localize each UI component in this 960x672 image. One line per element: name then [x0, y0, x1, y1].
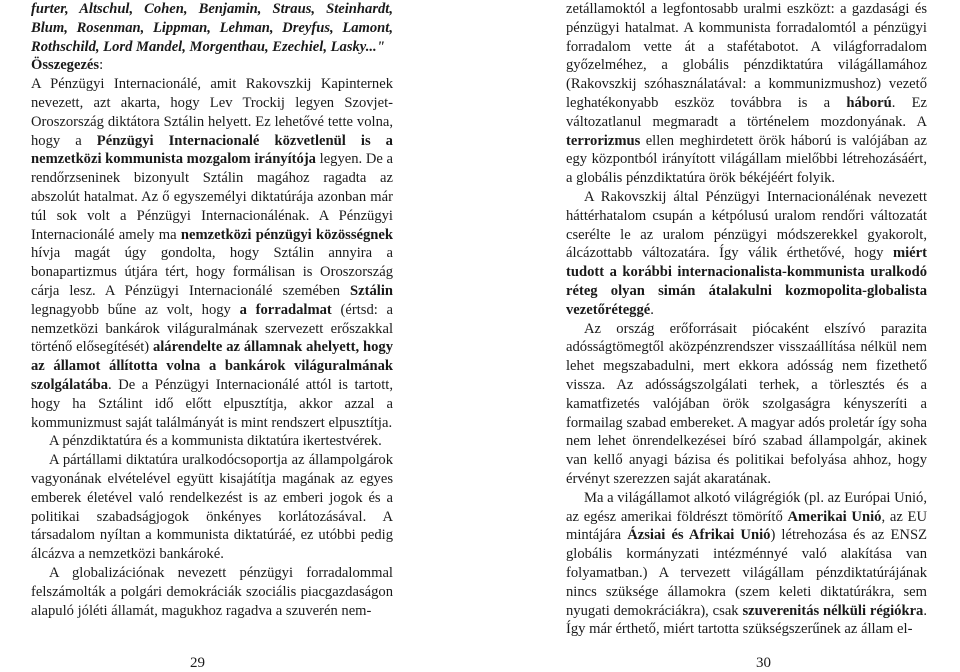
left-paragraph-3: A pártállami diktatúra uralkodócsoportja az állampolgárok vagyonának elvételével együtt kisajátítja magának az egyes emberek életével való rendelkezést is az emberi jogok és a politikai szabadságjogok önkényes korlátozásával. A társadalom nyíltan a kommunista diktatúráé, ez utóbbi pedig álcázva a nemzetközi bankároké.	[31, 452, 393, 563]
left-paragraph-1: A Pénzügyi Internacionálé, amit Rakovszkij Kapinternek nevezett, azt akarta, hogy Lev Trockij legyen Szovjet-Oroszország diktátora Sztálin helyett. Ez lehetővé tette volna, hogy a Pénzügyi Internacionalé közvetlenül is a nemzetközi kommunista mozgalom irányítója legyen. De a rendőrzseninek bizonyult Sztálin magához ragadta az abszolút hatalmat. Az ő egyszemélyi diktatúrája azonban már túl sok volt a Pénzügyi Internacionálénak. A Pénzügyi Internacionálé amely ma nemzetközi pénzügyi közösségnek hívja magát úgy gondolta, hogy Sztálin annyira a bonapartizmus útjára tért, hogy formálisan is Oroszország cárja lesz. A Pénzügyi Internacionálé szemében Sztálin legnagyobb bűne az volt, hogy a forradalmat (értsd: a nemzetközi bankárok világuralmának szervezett erőszakkal történő elősegítését) alárendelte az államnak ahelyett, hogy az államot állította volna a bankárok világuralmának szolgálatába. De a Pénzügyi Internacionálé attól is tartott, hogy ha Sztálint idő előtt elpusztítja, akkor azzal a kommunizmust saját találmányát is mint rendszert elpusztítja.	[31, 76, 394, 431]
page-number-right: 30	[756, 655, 771, 671]
right-paragraph-4: Ma a világállamot alkotó világrégiók (pl. az Európai Unió, az egész amerikai földrészt tömörítő Amerikai Unió, az EU mintájára Ázsiai és Afrikai Unió) létrehozása és az ENSZ globális kormányzati intézménnyé való alakítása van folyamatban.) A tervezett világállam pénzdiktatúrájának nincs szüksége államokra (szem keleti diktatúrákra, sem nyugati demokráciákra), csak szuverenitás nélküli régiókra. Így már érthető, miért tartotta szükségszerűnek az állam el-	[566, 489, 928, 638]
left-paragraph-4: A globalizációnak nevezett pénzügyi forradalommal felszámolták a polgári demokráciák szociális piacgazdaságon alapuló jóléti államát, magukhoz ragadva a szuverén nem-	[31, 564, 393, 619]
right-paragraph-3: Az ország erőforrásait piócaként elszívó parazita adósságtömegtől aközpénzrendszer visszaállítása nélkül nem lehet megszabadulni, mert ekkora adósság nem fizethető vissza. Az adósságszolgálati terhek, a törlesztés és a kamatfizetés valójában örök szolgaságra kényszeríti a formailag szabad embereket. A magyar adós proletár így soha nem lehet önrendelkezései bíró szabad állampolgár, akinek van kellő anyagi bázisa és politikai befolyása ahhoz, hogy érvényt szerezzen saját akaratának.	[566, 320, 927, 487]
quote-end: furter, Altschul, Cohen, Benjamin, Straus, Steinhardt, Blum, Rosenman, Lippman, Lehman, Dreyfus, Lamont, Rothschild, Lord Mandel, Morgenthau, Ezechiel, Lasky..."	[31, 1, 393, 55]
left-column	[31, 0, 393, 620]
right-paragraph-2: A Rakovszkij által Pénzügyi Internacionálénak nevezett háttérhatalom csupán a kétpólusú uralom rendőri változatát cserélte le az uralom pénzügyi módszerekkel gyakorolt, álcázottabb változatára. Így válik érthetővé, hogy miért tudott a korábbi internacionalista-kommunista uralkodó réteg olyan simán átalakulni kozmopolita-globalista vezetőréteggé.	[566, 188, 927, 318]
left-paragraph-2: A pénzdiktatúra és a kommunista diktatúra ikertestvérek.	[49, 433, 382, 450]
page-number-left: 29	[190, 655, 205, 671]
summary-heading: Összegezés:	[31, 57, 104, 74]
right-column	[566, 0, 927, 639]
right-paragraph-1: zetállamoktól a legfontosabb uralmi eszközt: a gazdasági és pénzügyi hatalmat. A kommunista forradalomtól a pénzügyi forradalom vette át a stafétabotot. A világforradalom győzelméhez, a globális pénzdiktatúra világállamához (Rakovszkij szóhasználatával: a kommunizmushoz) vezető leghatékonyabb eszköz továbbra is a háború. Ez változatlanul megmaradt a történelem mozdonyának. A terrorizmus ellen meghirdetett örök háború is valójában az egy központból irányított világállam mielőbbi létrehozásáért, a globális pénzdiktatúra örök békéjéért folyik.	[566, 1, 927, 187]
